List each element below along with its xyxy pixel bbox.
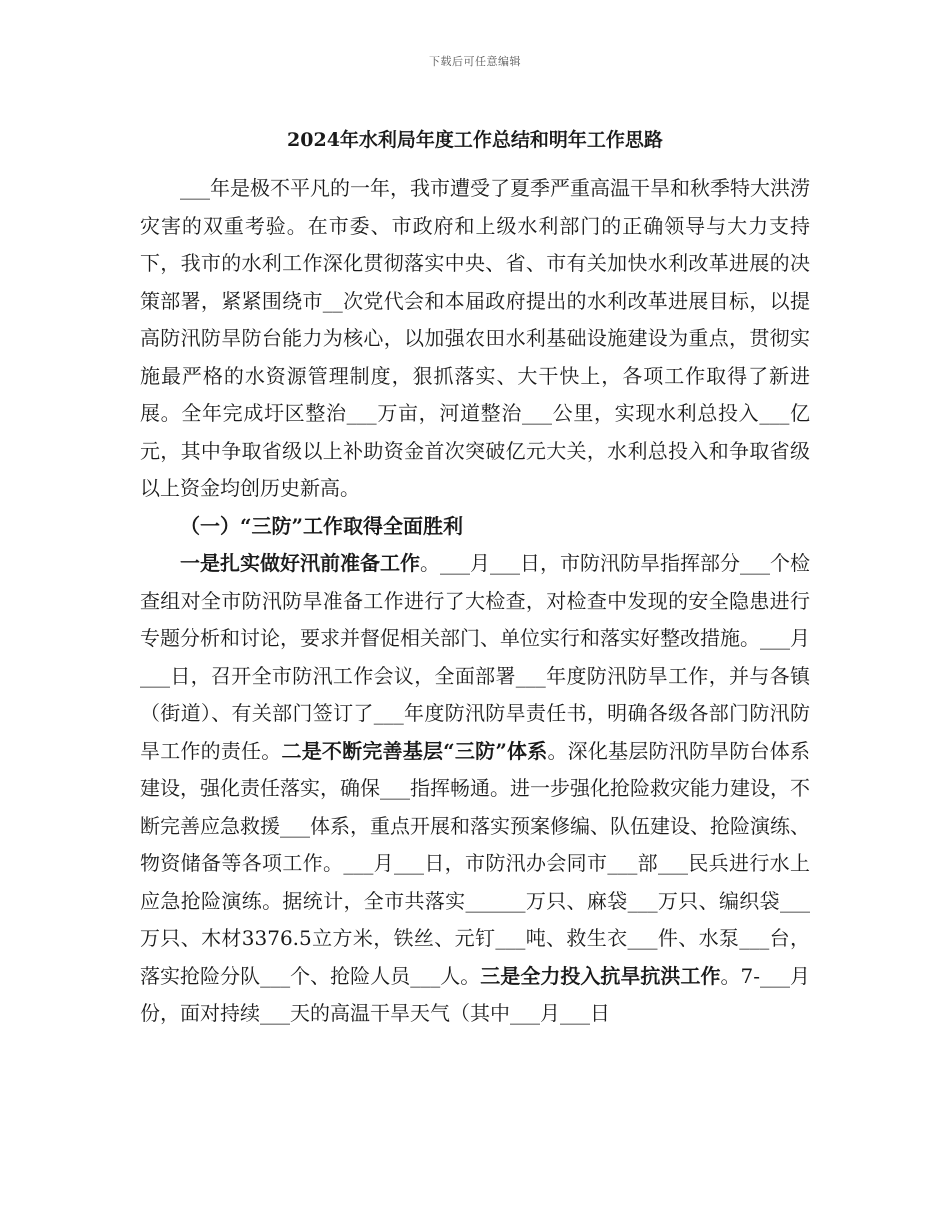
section-heading: （一）“三防”工作取得全面胜利 [180, 513, 464, 538]
point-lead: 一是扎实做好汛前准备工作 [180, 551, 420, 575]
point-text: 。深化基层防汛防旱防台体系建设，强化责任落实，确保___指挥畅通。进一步强化抢险救灾能力建设，不断完善应急救援___体系，重点开展和落实预案修编、队伍建设、抢险演练、物资储备等各项工作。___月___日，市防汛办会同市___部___民兵进行水上应急抢险演练。据统计，全市共落实______万只、麻袋___万只、编织袋___万只、木材3376.5立方米，铁丝、元钉___吨、救生衣___件、水泵___台，落实抢险分队___个、抢险人员___人。 [140, 738, 811, 988]
header-note: 下载后可任意编辑 [429, 55, 521, 68]
document-body [140, 170, 810, 1033]
point-lead: 二是不断完善基层“三防”体系 [281, 738, 548, 763]
point-lead: 三是全力投入抗旱抗洪工作 [480, 963, 721, 988]
point-text: 。7-___月份，面对持续___天的高温干旱天气（其中___月___日 [140, 963, 811, 1025]
intro-paragraph: ___年是极不平凡的一年，我市遭受了夏季严重高温干旱和秋季特大洪涝灾害的双重考验。在市委、市政府和上级水利部门的正确领导与大力支持下，我市的水利工作深化贯彻落实中央、省、市有关加快水利改革进展的决策部署，紧紧围绕市__次党代会和本届政府提出的水利改革进展目标，以提高防汛防旱防台能力为核心，以加强农田水利基础设施建设为重点，贯彻实施最严格的水资源管理制度，狠抓落实、大干快上，各项工作取得了新进展。全年完成圩区整治___万亩，河道整治___公里，实现水利总投入___亿元，其中争取省级以上补助资金首次突破亿元大关，水利总投入和争取省级以上资金均创历史新高。 [140, 176, 810, 500]
document-title: 2024年水利局年度工作总结和明年工作思路 [287, 129, 663, 151]
point-text: 。___月___日，市防汛防旱指挥部分___个检查组对全市防汛防旱准备工作进行了大检查，对检查中发现的安全隐患进行专题分析和讨论，要求并督促相关部门、单位实行和落实好整改措施。___月___日，召开全市防汛工作会议，全面部署___年度防汛防旱工作，并与各镇（街道）、有关部门签订了___年度防汛防旱责任书，明确各级各部门防汛防旱工作的责任。 [140, 551, 810, 763]
section-paragraph [140, 545, 810, 1033]
